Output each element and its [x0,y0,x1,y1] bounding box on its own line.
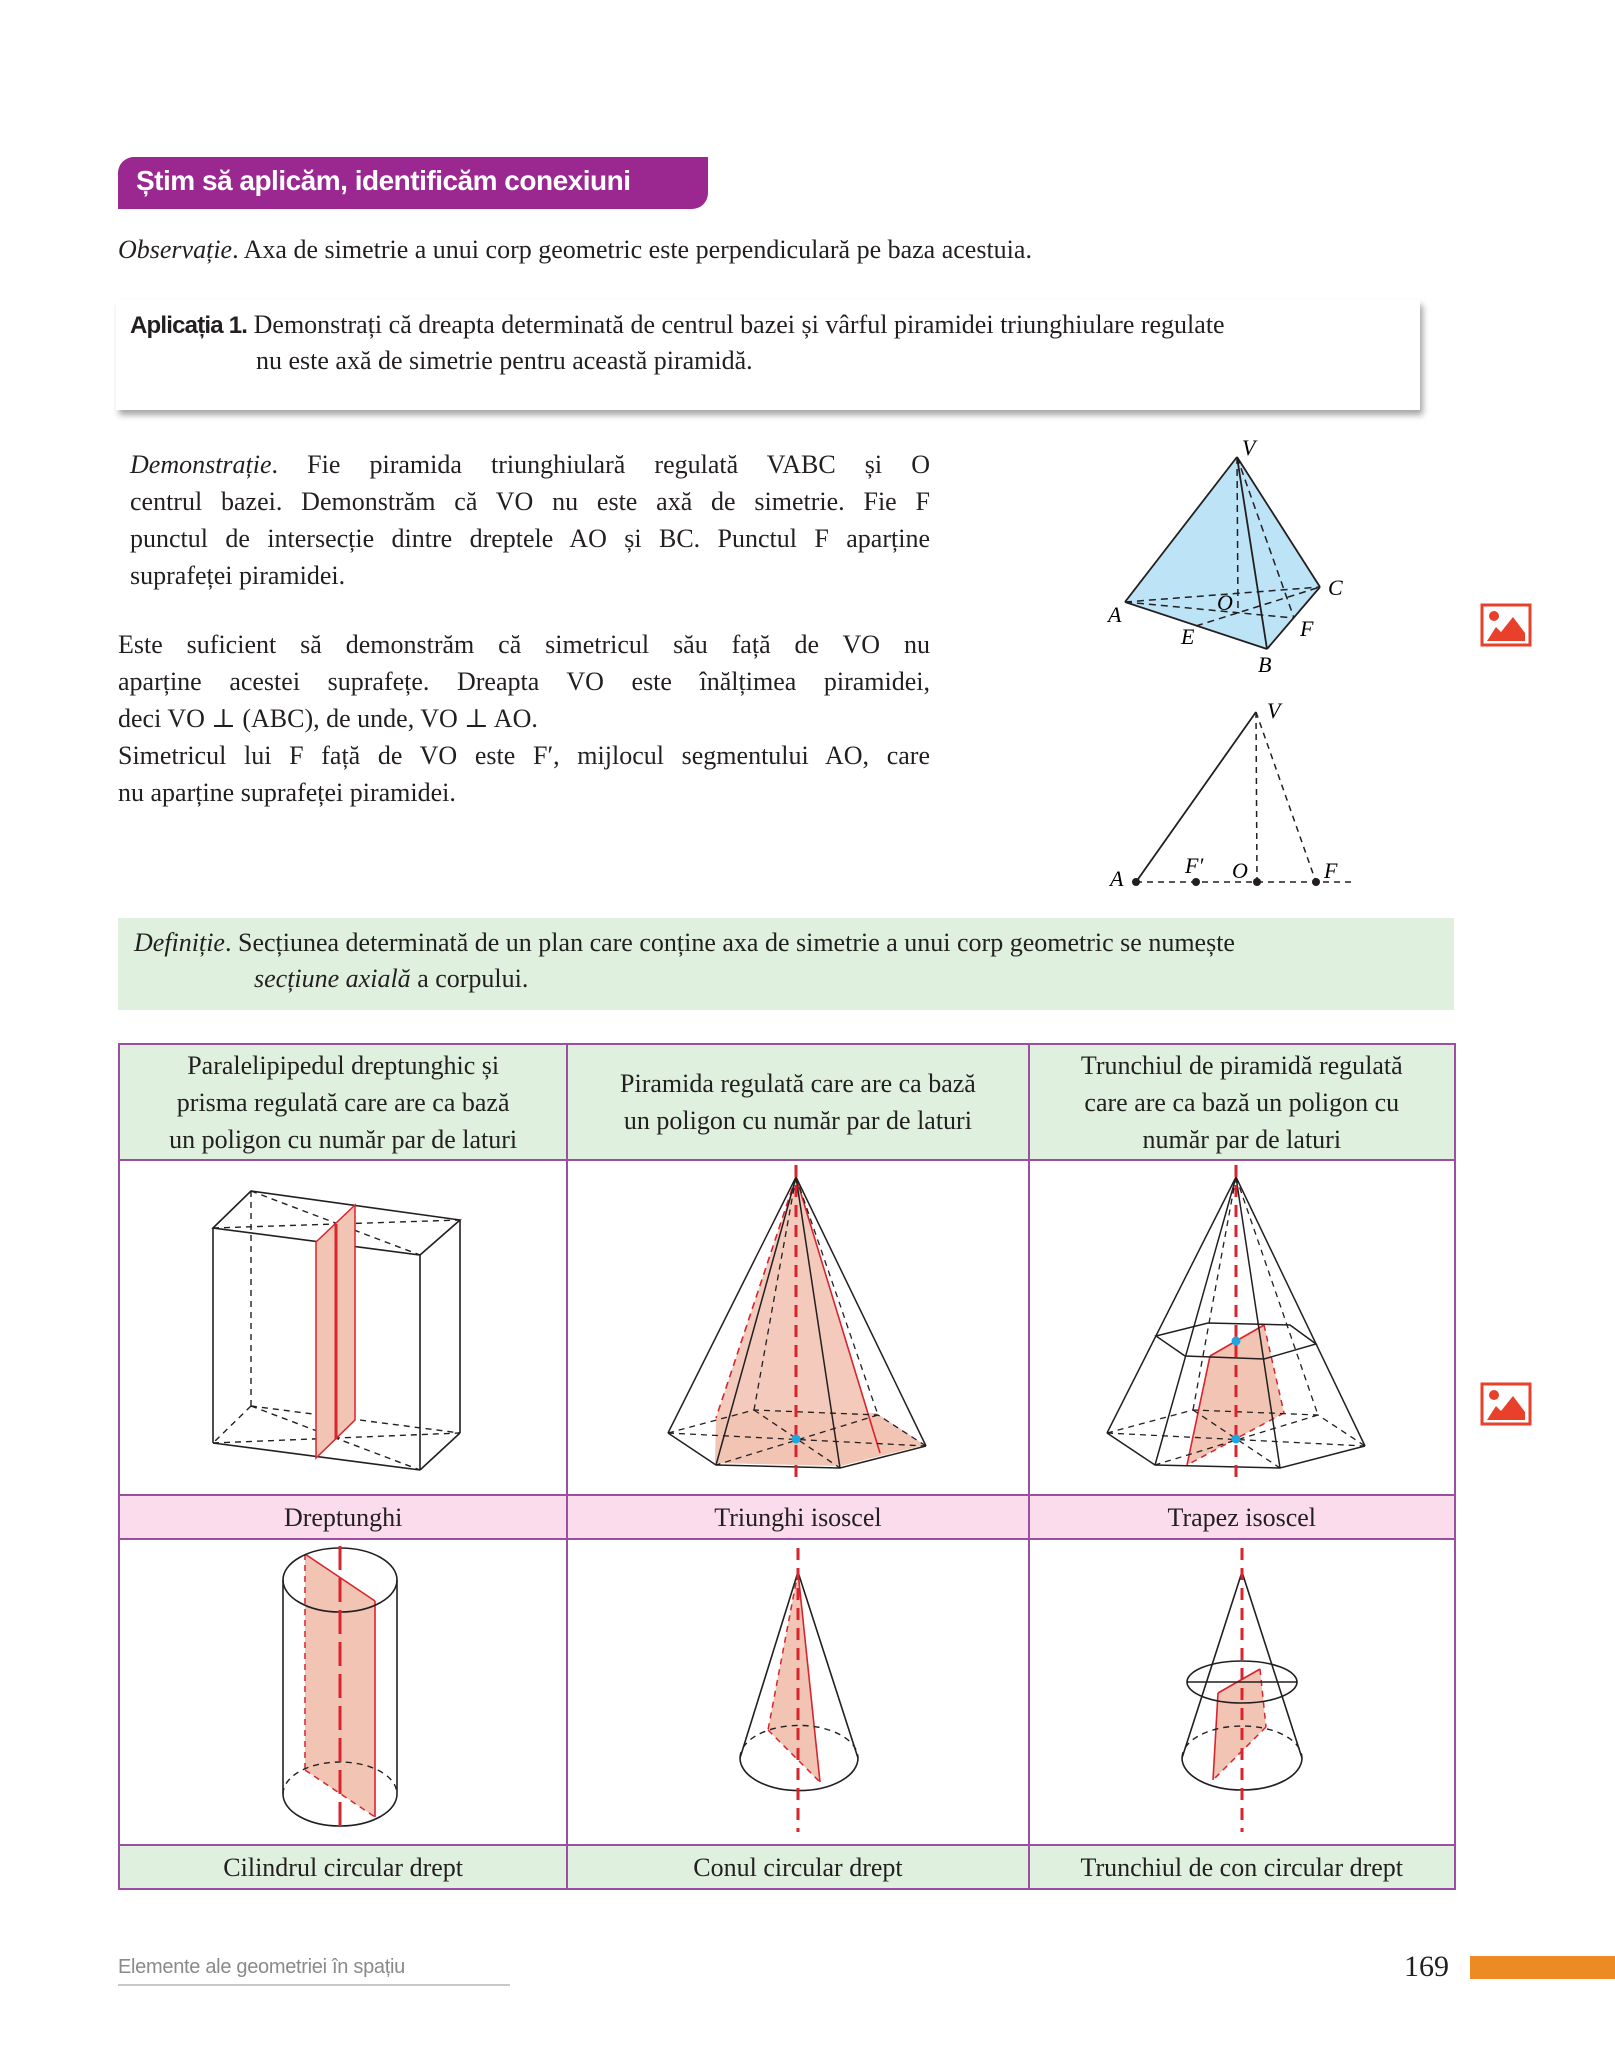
solid-name-cell: Cilindrul circular drept [119,1845,567,1889]
cone-figure [688,1542,908,1832]
triangular-pyramid-figure [1080,430,1380,680]
application-line-2: nu este axă de simetrie pentru această piramidă. [256,346,753,375]
solid-name-cell: Trunchiul de con circular drept [1029,1845,1455,1889]
figure-cell [1029,1539,1455,1845]
axial-sections-table [118,1043,1456,1890]
observation-label: Observație [118,235,233,264]
point-F-prime [1192,878,1200,886]
top-center-point [1231,1336,1240,1345]
section-banner [118,157,708,209]
cylinder-figure [243,1542,443,1832]
table-figure-row [119,1539,1455,1845]
label-A: A [1108,602,1122,627]
solid-name-cell: Conul circular drept [567,1845,1028,1889]
demo-line: punctul de intersecție dintre dreptele AO și BC. Punctul F aparține [130,524,930,553]
label-E: E [1181,624,1195,649]
label-F: F [1324,858,1338,883]
figure-cell [1029,1160,1455,1495]
cuboid-edge [420,1433,460,1470]
page-number: 169 [1404,1950,1449,1983]
definition-line-1: Definiție. Secțiunea determinată de un plan care conține axa de simetrie a unui corp geometric se numește [134,928,1235,957]
segment-VO [1256,712,1257,882]
definition-box [118,918,1454,1010]
page-accent-bar [1470,1956,1615,1979]
image-icon[interactable] [1480,603,1532,647]
demonstration-paragraph [130,446,930,594]
axial-section-figure [1080,690,1380,890]
point-O [1253,878,1261,886]
figure-cell [567,1539,1028,1845]
definition-label: Definiție [134,928,225,957]
observation [118,231,1032,268]
application-box [116,300,1420,410]
solid-name-row [119,1845,1455,1889]
figure-cell [119,1539,567,1845]
label-B: B [1258,652,1272,677]
section-trapezoid [1213,1669,1266,1780]
table-figure-row [119,1160,1455,1495]
section-title: Știm să aplicăm, identificăm conexiuni [136,165,631,196]
label-V: V [1242,435,1256,460]
label-V: V [1267,698,1281,723]
application-line-1: Aplicația 1. Demonstrați că dreapta determinată de centrul bazei și vârful piramidei triunghiulare regulate [130,310,1225,339]
image-icon[interactable] [1480,1382,1532,1426]
demo-line: suprafeței piramidei. [130,561,346,590]
section-triangle [768,1572,820,1782]
application-label: Aplicația 1. [130,312,248,339]
point-F [1312,878,1320,886]
section-type-cell: Triunghi isoscel [567,1495,1028,1539]
demo-line: deci VO ⊥ (ABC), de unde, VO ⊥ AO. [118,704,538,733]
section-type-row [119,1495,1455,1539]
point-A [1132,878,1140,886]
label-C: C [1328,575,1343,600]
figure-cell [567,1160,1028,1495]
footer-chapter-title: Elemente ale geometriei în spațiu [118,1956,405,1978]
hexagonal-pyramid-figure [648,1163,948,1483]
definition-line-2: secțiune axială a corpului. [254,964,529,993]
observation-text: . Axa de simetrie a unui corp geometric este perpendiculară pe baza acestuia. [232,235,1032,264]
demo-line: centrul bazei. Demonstrăm că VO nu este axă de simetrie. Fie F [130,487,930,516]
label-F: F [1300,616,1314,641]
demo-line: Este suficient să demonstrăm că simetricul său față de VO nu [118,630,930,659]
base-center-point [791,1434,800,1443]
demo-line: Demonstrație. Fie piramida triunghiulară regulată VABC și O [130,450,930,479]
frustum-cone-figure [1132,1542,1352,1832]
demonstration-paragraph-2 [118,626,930,811]
footer-rule [118,1984,510,1986]
label-F-prime: F′ [1185,853,1204,878]
base-center-point [1231,1434,1240,1443]
demo-line: Simetricul lui F față de VO este F′, mijlocul segmentului AO, care [118,741,930,770]
header-cell: Paralelipipedul dreptunghic și prisma regulată care are ca bază un poligon cu număr par de laturi [119,1044,567,1160]
label-O: O [1217,590,1233,615]
definition-term: secțiune axială [254,964,411,993]
section-type-cell: Dreptunghi [119,1495,567,1539]
table-header-row [119,1044,1455,1160]
cuboid-figure [193,1173,493,1473]
demo-line: aparține acestei suprafețe. Dreapta VO este înălțimea piramidei, [118,667,930,696]
label-A: A [1110,866,1124,890]
hidden-edge [213,1406,251,1443]
figure-cell [119,1160,567,1495]
demo-line: nu aparține suprafeței piramidei. [118,778,456,807]
header-cell: Trunchiul de piramidă regulată care are ca bază un poligon cu număr par de laturi [1029,1044,1455,1160]
label-O: O [1232,858,1248,883]
segment-VF [1256,712,1316,882]
section-type-cell: Trapez isoscel [1029,1495,1455,1539]
frustum-pyramid-figure [1092,1163,1392,1483]
header-cell: Piramida regulată care are ca bază un poligon cu număr par de laturi [567,1044,1028,1160]
